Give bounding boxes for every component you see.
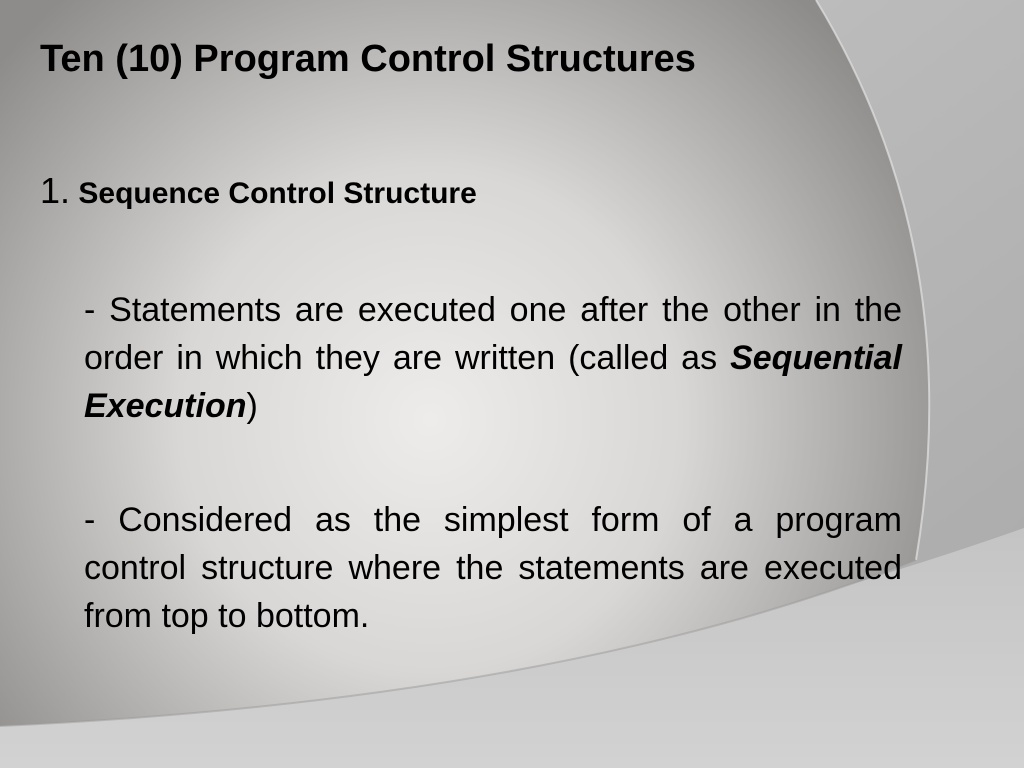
section-number: 1. bbox=[40, 170, 71, 211]
section-heading-text: Sequence Control Structure bbox=[78, 177, 477, 210]
bullet-1-text-end: ) bbox=[246, 387, 258, 425]
bullet-1-text: - Statements are executed one after the other in the order in which they are written (called as bbox=[84, 291, 902, 377]
bullet-point-2: - Considered as the simplest form of a program control structure where the statements are executed from top to bottom. bbox=[84, 501, 902, 635]
slide-title: Ten (10) Program Control Structures bbox=[40, 38, 696, 80]
bullet-1-emphasis: Sequential Execution bbox=[84, 339, 902, 425]
bullet-point-1 bbox=[84, 286, 902, 430]
section-heading bbox=[40, 166, 477, 219]
